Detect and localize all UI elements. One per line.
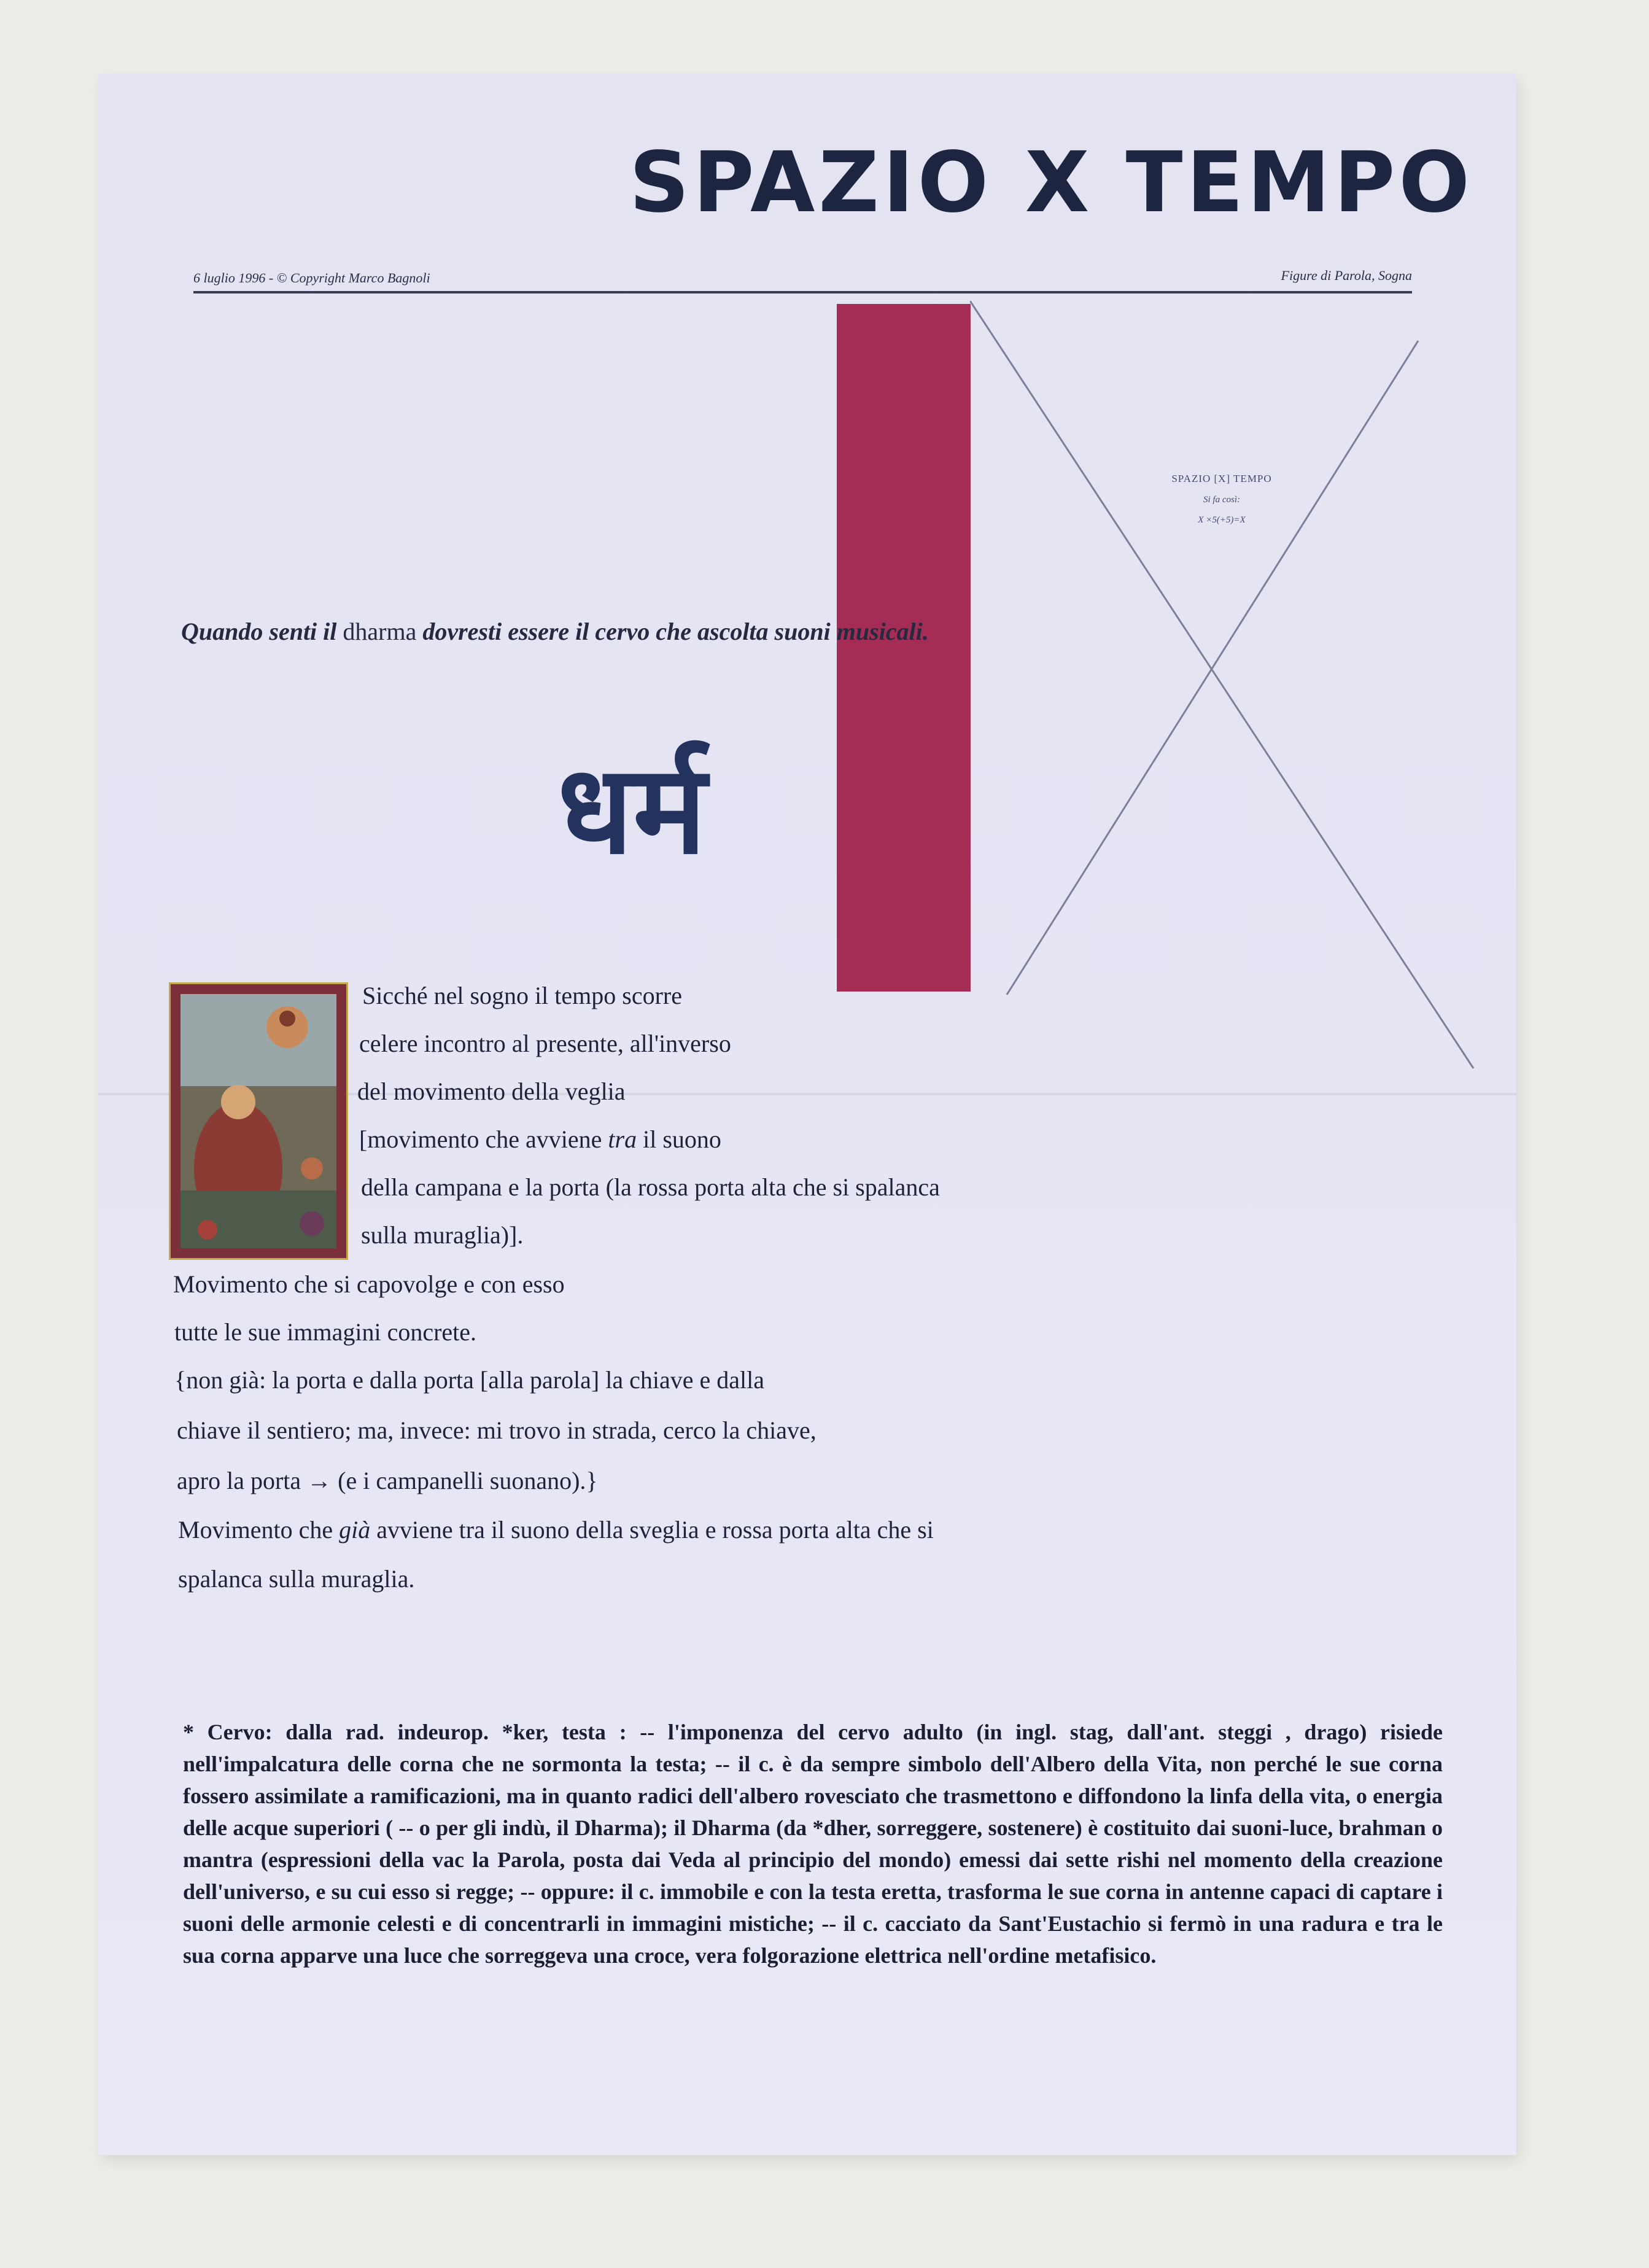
x-cross-graphic [970, 301, 1516, 1074]
quote-part-1: Quando senti il [181, 618, 343, 645]
masthead-title: SPAZIO X TEMPO [629, 134, 1473, 231]
dateline-section: Figure di Parola, Sogna [1281, 268, 1412, 283]
body-line-5: della campana e la porta (la rossa porta alta che si spalanca [361, 1173, 940, 1201]
body-line-9: {non già: la porta e dalla porta [alla parola] la chiave e dalla [174, 1366, 764, 1394]
dharma-devanagari: धर्म [557, 739, 707, 882]
body-line-2: celere incontro al presente, all'inverso [359, 1030, 731, 1057]
box-subtitle: Si fa così: [1203, 495, 1240, 505]
dateline-copyright: 6 luglio 1996 - © Copyright Marco Bagnoli [193, 270, 430, 285]
body-line-6: sulla muraglia)]. [361, 1221, 524, 1249]
body-line-11: apro la porta → (e i campanelli suonano).} [177, 1467, 598, 1494]
body-line-3: del movimento della veglia [357, 1078, 626, 1105]
body-line-12a: Movimento che [178, 1516, 340, 1544]
body-line-7: Movimento che si capovolge e con esso [173, 1270, 565, 1298]
quote-part-2: dovresti essere il cervo che ascolta suoni musicali. [416, 618, 929, 645]
red-vertical-bar [837, 304, 971, 992]
dharma-quote [181, 617, 929, 646]
footnote-cervo: * Cervo: dalla rad. indeurop. *ker, testa : -- l'imponenza del cervo adulto (in ingl. stag, dall'ant. steggi , drago) risiede nell'impalcatura delle corna che ne sormonta la testa; -- il c. è da sempre simbolo dell'Albero della Vita, non perché le sue corna fossero assimilate a ramificazioni, ma in quanto radici dell'albero rovesciato che trasmettono e diffondono la linfa della vita, o energia delle acque superiori ( -- o per gli indù, il Dharma); il Dharma (da *dher, sorreggere, sostenere) è costituito dai suoni-luce, brahman o mantra (espressioni della vac la Parola, posta dai Veda al principio del mondo) emessi dai sette rishi nel momento della creazione dell'universo, e su cui esso si regge; -- oppure: il c. immobile e con la testa eretta, trasforma le sue corna in antenne capaci di captare i suoni delle armonie celesti e di concentrarli in immagini mistiche; -- il c. cacciato da Sant'Eustachio si fermò in una radura e tra le sua corna apparve una luce che sorreggeva una croce, vera folgorazione elettrica nell'ordine metafisico. [183, 1720, 1443, 1968]
body-line-12 [178, 1517, 934, 1544]
body-line-12c: avviene tra il suono della sveglia e rossa porta alta che si [370, 1516, 934, 1544]
body-line-10: chiave il sentiero; ma, invece: mi trovo in strada, cerco la chiave, [177, 1416, 817, 1444]
thangka-image [169, 982, 348, 1260]
body-line-4a: [movimento che avviene [359, 1125, 608, 1153]
dateline-rule [193, 268, 1412, 293]
spazio-tempo-box [1117, 473, 1326, 535]
quote-dharma-word: dharma [343, 618, 417, 645]
body-line-4-italic: tra [608, 1125, 637, 1153]
box-formula: X ×5(+5)=X [1198, 515, 1246, 525]
body-line-8: tutte le sue immagini concrete. [174, 1318, 477, 1346]
body-line-13: spalanca sulla muraglia. [178, 1565, 415, 1593]
newsletter-sheet [98, 74, 1516, 2155]
body-line-4 [359, 1126, 721, 1153]
body-line-1: Sicché nel sogno il tempo scorre [362, 982, 682, 1009]
body-line-12-italic: già [339, 1516, 371, 1544]
box-title: SPAZIO [X] TEMPO [1171, 473, 1272, 484]
body-line-4c: il suono [637, 1125, 721, 1153]
